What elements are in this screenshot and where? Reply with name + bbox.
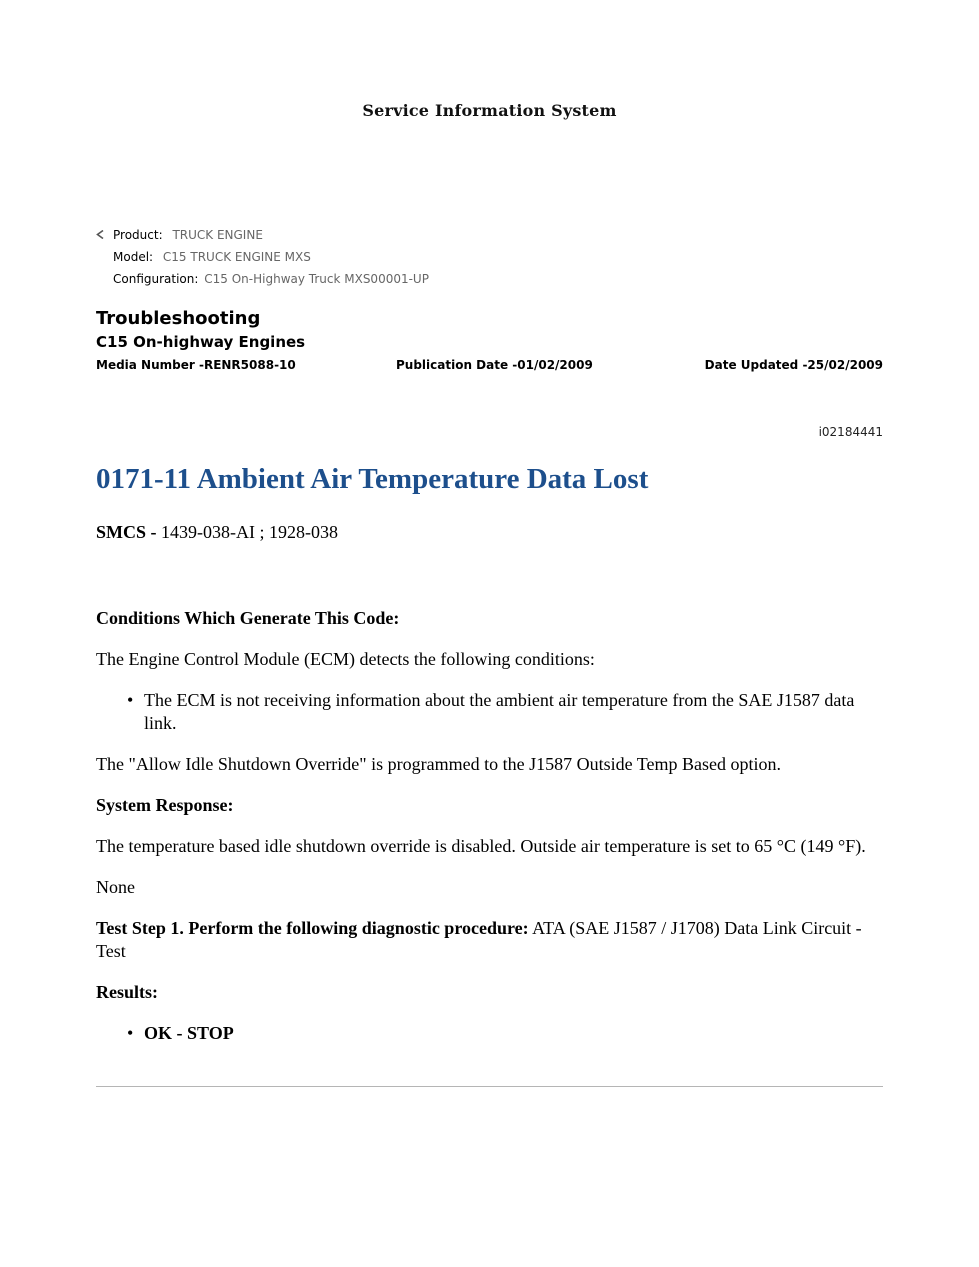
conditions-heading <box>96 607 886 630</box>
document-id: i02184441 <box>818 425 883 439</box>
product-row <box>96 224 429 246</box>
model-label: Model: <box>113 250 154 264</box>
results-heading-text: Results: <box>96 982 158 1002</box>
document-subtitle: C15 On-highway Engines <box>96 333 306 351</box>
publication-date: Publication Date -01/02/2009 <box>396 358 593 372</box>
product-meta <box>96 224 429 290</box>
bullet-mark: • <box>127 1023 134 1043</box>
product-value: TRUCK ENGINE <box>172 228 263 242</box>
system-response-heading <box>96 794 886 817</box>
system-title: Service Information System <box>362 101 617 120</box>
smcs-line <box>96 521 886 544</box>
results-heading <box>96 981 886 1004</box>
configuration-row <box>96 268 429 290</box>
section-divider <box>96 1086 883 1087</box>
back-arrow-icon[interactable] <box>96 224 108 246</box>
model-value: C15 TRUCK ENGINE MXS <box>162 250 311 264</box>
product-label: Product: <box>113 228 163 242</box>
configuration-value: C15 On-Highway Truck MXS00001-UP <box>204 272 429 286</box>
conditions-intro: The Engine Control Module (ECM) detects the following conditions: <box>96 649 595 669</box>
result-ok: OK - STOP <box>144 1023 234 1043</box>
document-body <box>96 521 886 1045</box>
conditions-list <box>96 689 886 735</box>
results-list <box>96 1022 886 1045</box>
smcs-value: 1439-038-AI ; 1928-038 <box>161 522 338 542</box>
document-type: Troubleshooting <box>96 308 261 329</box>
list-item <box>127 689 886 735</box>
configuration-label: Configuration: <box>113 272 199 286</box>
test-step-1 <box>96 917 886 963</box>
bullet-mark: • <box>127 690 134 710</box>
smcs-label: SMCS - <box>96 522 162 542</box>
test-step-text: ATA (SAE J1587 / J1708) Data Link Circuit - Test <box>96 918 862 961</box>
conditions-heading-text: Conditions Which Generate This Code: <box>96 608 400 628</box>
list-item <box>127 1022 886 1045</box>
system-response-heading-text: System Response: <box>96 795 234 815</box>
test-step-label: Test Step 1. Perform the following diagnostic procedure: <box>96 918 529 938</box>
system-response-text: The temperature based idle shutdown override is disabled. Outside air temperature is set to 65 °C (149 °F). <box>96 836 866 856</box>
page-title: 0171-11 Ambient Air Temperature Data Lost <box>96 463 649 495</box>
model-row <box>96 246 429 268</box>
none-text: None <box>96 877 135 897</box>
media-number: Media Number -RENR5088-10 <box>96 358 296 372</box>
allow-idle-text: The "Allow Idle Shutdown Override" is programmed to the J1587 Outside Temp Based option. <box>96 754 782 774</box>
conditions-bullet-text: The ECM is not receiving information about the ambient air temperature from the SAE J1587 data link. <box>144 690 855 733</box>
date-updated: Date Updated -25/02/2009 <box>704 358 883 372</box>
